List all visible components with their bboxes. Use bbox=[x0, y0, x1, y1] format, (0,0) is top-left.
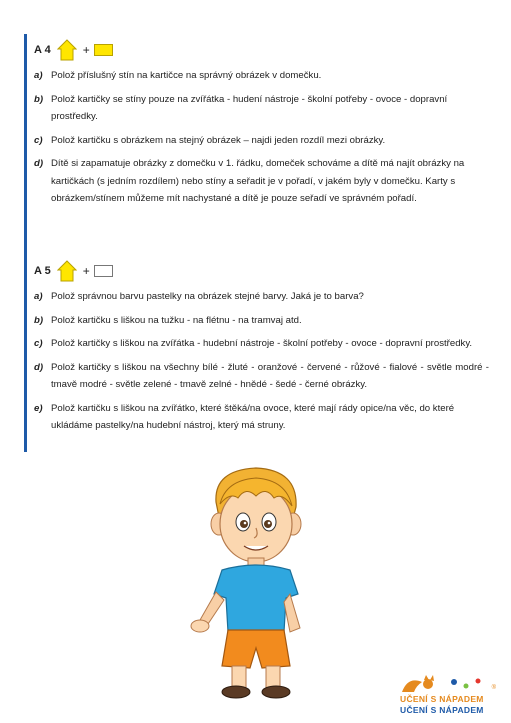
registered-mark: ® bbox=[491, 685, 496, 691]
plus-sign: + bbox=[82, 43, 90, 57]
task-text: Polož správnou barvu pastelky na obrázek stejné barvy. Jaká je to barva? bbox=[51, 291, 364, 302]
task-letter: a) bbox=[34, 70, 43, 81]
section-code: A 5 bbox=[34, 265, 51, 277]
house-icon bbox=[57, 260, 77, 282]
task-text: Polož kartičku s liškou na tužku - na flétnu - na tramvaj atd. bbox=[51, 314, 302, 326]
task-letter: c) bbox=[34, 134, 43, 146]
list-item bbox=[34, 359, 489, 394]
logo-text-bottom: UČENÍ S NÁPADEM bbox=[400, 705, 484, 715]
brand-logo bbox=[394, 672, 498, 716]
task-text: Polož kartičky s liškou na zvířátka - hudební nástroje - školní potřeby - ovoce - dopravní prostředky. bbox=[51, 338, 473, 349]
yellow-rectangle-icon bbox=[94, 44, 113, 56]
task-text: Polož kartičky se stíny pouze na zvířátka - hudení nástroje - školní potřeby - ovoce - dopravní prostředky. bbox=[51, 93, 448, 122]
list-item bbox=[34, 312, 489, 330]
section-header bbox=[34, 37, 489, 63]
white-rectangle-icon bbox=[94, 265, 113, 277]
task-text: Dítě si zapamatuje obrázky z domečku v 1. řádku, domeček schováme a dítě má najít obrázky na kartičkách (s jedním rozdílem) nebo stíny a seřadit je v pořadí, v jakém byly v domečku. Karty s obrázkem/stínem můžeme mít nachystané a dítě je pouze seřadí ve správném pořadí. bbox=[51, 158, 465, 204]
task-letter: b) bbox=[34, 93, 44, 105]
section-a4 bbox=[34, 37, 489, 214]
task-letter: d) bbox=[34, 361, 44, 373]
logo-text-top: UČENÍ S NÁPADEM bbox=[400, 694, 484, 704]
task-text: Polož příslušný stín na kartičce na správný obrázek v domečku. bbox=[51, 70, 322, 81]
task-letter: b) bbox=[34, 314, 44, 326]
list-item bbox=[34, 155, 489, 208]
house-icon bbox=[57, 39, 77, 61]
list-item bbox=[34, 132, 489, 150]
task-letter: e) bbox=[34, 402, 43, 414]
accent-sidebar-bar bbox=[24, 34, 27, 452]
task-text: Polož kartičky s liškou na všechny bílé - žluté - oranžové - červené - růžové - fialové - světle modré - tmavě modré - světle zelené - tmavě zelné - hnědé - šedé - černé obrázky. bbox=[51, 361, 489, 390]
task-letter: a) bbox=[34, 291, 43, 302]
task-list bbox=[34, 67, 489, 208]
task-list bbox=[34, 288, 489, 435]
task-text: Polož kartičku s obrázkem na stejný obrázek – najdi jeden rozdíl mezi obrázky. bbox=[51, 134, 386, 146]
task-text: Polož kartičku s liškou na zvířátko, které štěká/na ovoce, které mají rády opice/na věc, do které ukládáme pastelky/na hudební nástroj, který má struny. bbox=[51, 402, 455, 431]
section-code: A 4 bbox=[34, 44, 51, 56]
section-header bbox=[34, 258, 489, 284]
task-letter: c) bbox=[34, 338, 43, 349]
plus-sign: + bbox=[82, 264, 90, 278]
section-a5 bbox=[34, 258, 489, 441]
list-item bbox=[34, 67, 489, 85]
task-letter: d) bbox=[34, 158, 44, 169]
list-item bbox=[34, 288, 489, 306]
list-item bbox=[34, 335, 489, 353]
fox-logo-icon bbox=[394, 672, 498, 694]
list-item bbox=[34, 400, 489, 435]
cartoon-boy-illustration bbox=[186, 462, 326, 702]
list-item bbox=[34, 91, 489, 126]
